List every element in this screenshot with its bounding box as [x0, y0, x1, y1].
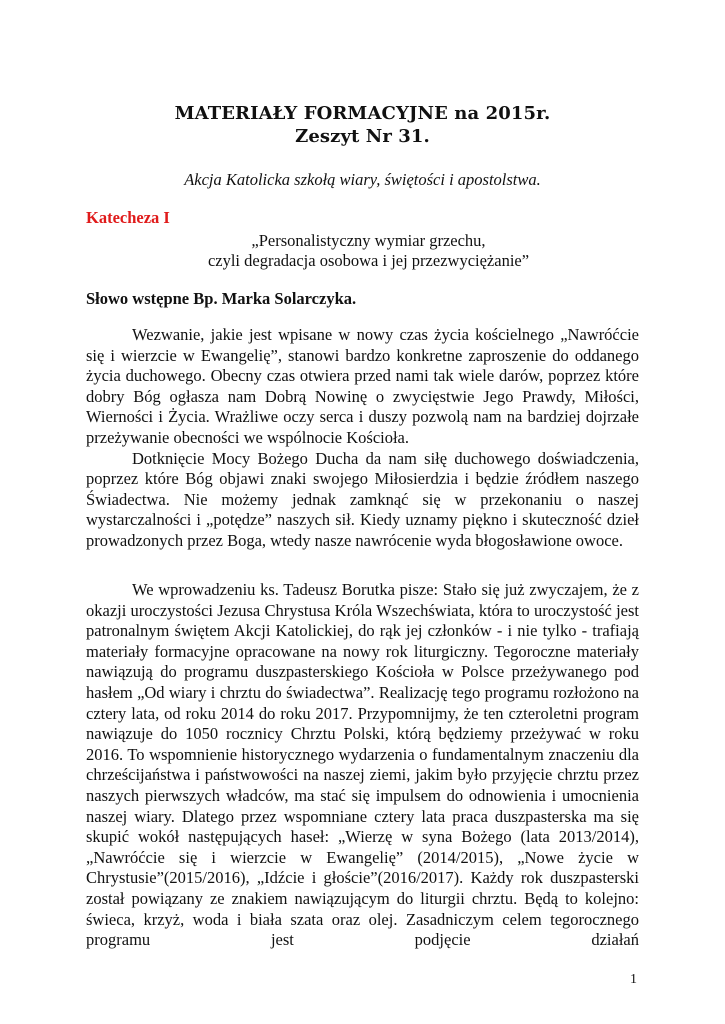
page-number: 1 [630, 972, 637, 987]
body-paragraph: Dotknięcie Mocy Bożego Ducha da nam siłę duchowego doświadczenia, poprzez które Bóg objawi znaki swojego Miłosierdzia i będzie źródłem naszego Świadectwa. Nie możemy jednak zamknąć się w przekonaniu o naszej wystarczalności i „potędze” naszych sił. Kiedy uznamy piękno i skuteczność dzieł prowadzonych przez Boga, wtedy nasze nawrócenie wyda błogosławione owoce. [86, 448, 639, 550]
section-heading: Słowo wstępne Bp. Marka Solarczyka. [86, 289, 357, 308]
introduction-text-block [86, 580, 639, 951]
lesson-title-line-2: czyli degradacja osobowa i jej przezwyciężanie” [207, 251, 530, 270]
document-subtitle: Akcja Katolicka szkołą wiary, świętości i apostolstwa. [184, 170, 541, 189]
lesson-label: Katecheza I [86, 208, 170, 227]
document-issue-number: Zeszyt Nr 31. [295, 126, 430, 147]
body-paragraph: Wezwanie, jakie jest wpisane w nowy czas życia kościelnego „Nawróćcie się i wierzcie w Ewangelię”, stanowi bardzo konkretne zaproszenie do oddanego życia duchowego. Obecny czas otwiera przed nami tak wiele darów, poprzez które dobry Bóg ogłasza nam Dobrą Nowinę o zwycięstwie Jego Prawdy, Miłości, Wierności i Życia. Wrażliwe oczy serca i duszy pozwolą nam na bardziej dojrzałe przeżywanie obecności we wspólnocie Kościoła. [86, 325, 639, 447]
intro-text-block [86, 325, 639, 552]
body-paragraph: We wprowadzeniu ks. Tadeusz Borutka pisze: Stało się już zwyczajem, że z okazji uroczystości Jezusa Chrystusa Króla Wszechświata, która to uroczystość jest patronalnym świętem Akcji Katolickiej, do rąk jej członków - i nie tylko - trafiają materiały formacyjne opracowane na nowy rok liturgiczny. Tegoroczne materiały nawiązują do programu duszpasterskiego Kościoła w Polsce przeżywanego pod hasłem „Od wiary i chrztu do świadectwa”. Realizację tego programu rozłożono na cztery lata, od roku 2014 do roku 2017. Przypomnijmy, że ten czteroletni program nawiązuje do 1050 rocznicy Chrztu Polski, którą będziemy przeżywać w roku 2016. To wspomnienie historycznego wydarzenia o fundamentalnym znaczeniu dla chrześcijaństwa i państwowości na naszej ziemi, jakim było przyjęcie chrztu przez naszych pierwszych władców, ma stać się impulsem do odnowienia i umocnienia naszej wiary. Dlatego przez wspomniane cztery lata praca duszpasterska ma się skupić wokół następujących haseł: „Wierzę w syna Bożego (lata 2013/2014), „Nawróćcie się i wierzcie w Ewangelię” (2014/2015), „Nowe życie w Chrystusie”(2015/2016), „Idźcie i głoście”(2016/2017). Każdy rok duszpasterski został powiązany ze znakiem nawiązującym do liturgii chrztu. Będą to kolejno: świeca, krzyż, woda i biała szata oraz olej. Zasadniczym celem tegorocznego programu jest podjęcie działań [86, 580, 639, 950]
document-title: MATERIAŁY FORMACYJNE na 2015r. [174, 103, 551, 124]
lesson-title-line-1: „Personalistyczny wymiar grzechu, [251, 231, 486, 250]
